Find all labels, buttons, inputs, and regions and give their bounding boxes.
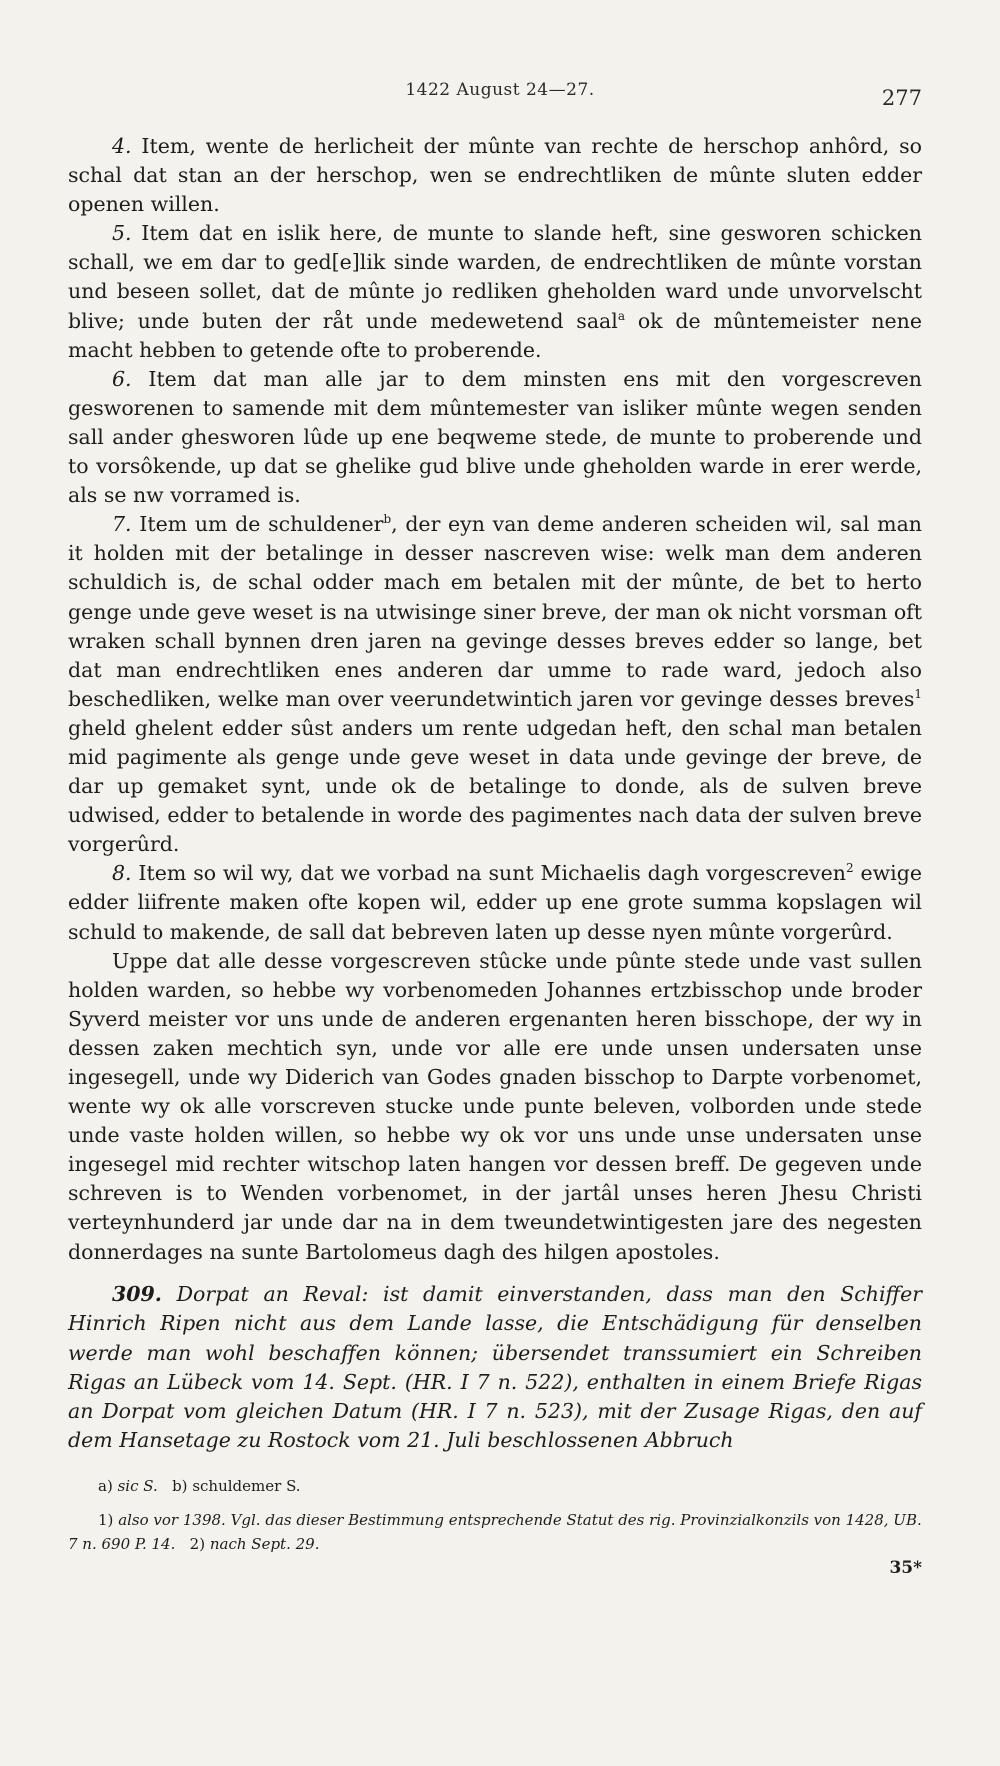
item-number: 7.	[112, 512, 132, 537]
paragraph-6	[68, 365, 922, 510]
paragraph-text: Item, wente de herlicheit der mûnte van rechte de herschop anhôrd, so schal dat stan an der herschop, wen se endrechtliken de mûnte sluten edder openen willen.	[68, 134, 922, 217]
paragraph-text: Item dat man alle jar to dem minsten ens mit den vorgescreven gesworenen to samende mit dem mûntemester van isliker mûnte wegen senden sall ander ghesworen lûde up ene beqweme stede, de munte to proberende und to vorsôkende, up dat se ghelike gud blive unde gheholden warde in erer werde, als se nw vorramed is.	[68, 366, 922, 508]
footnote-mark: 1)	[98, 1511, 114, 1529]
footnote-ref-b: b	[383, 512, 392, 527]
item-number: 5.	[112, 221, 132, 246]
variant-footnotes	[68, 1474, 922, 1498]
paragraph-text: Item um de schuldener	[139, 512, 384, 537]
paragraph-7	[68, 510, 922, 859]
footnote-text: also vor 1398. Vgl. das dieser Bestimmung entsprechende Statut des rig. Provinzialkonzils von 1428, UB. 7 n. 690 P. 14.	[68, 1511, 922, 1553]
page-number: 277	[881, 86, 922, 110]
footnote-text: schuldemer S.	[192, 1477, 301, 1495]
regest-text: Dorpat an Reval: ist damit einverstanden, dass man den Schiffer Hinrich Ripen nicht aus dem Lande lasse, die Entschädigung für denselben werde man wohl beschaffen können; übersendet transsumiert ein Schreiben Rigas an Lübeck vom 14. Sept. (HR. I 7 n. 522), enthalten in einem Briefe Rigas an Dorpat vom gleichen Datum (HR. I 7 n. 523), mit der Zusage Rigas, den auf dem Hansetage zu Rostock vom 21. Juli beschlossenen Abbruch	[68, 1282, 922, 1453]
paragraph-5	[68, 219, 922, 364]
sheet-signature: 35*	[889, 1558, 922, 1578]
item-number: 8.	[112, 861, 132, 886]
running-title: 1422 August 24—27.	[405, 80, 595, 100]
footnote-text: nach Sept. 29.	[209, 1535, 320, 1553]
paragraph-4	[68, 132, 922, 219]
paragraph-text: ewige edder liifrente maken ofte kopen wil, edder up ene grote summa kopslagen wil schuld to makende, de sall dat bebreven laten up desse nyen mûnte vorgerûrd.	[68, 861, 922, 944]
running-head	[68, 80, 932, 110]
paragraph-text: ok de mûntemeister nene macht hebben to getende ofte to proberende.	[68, 308, 922, 362]
paragraph-text: Item so wil wy, dat we vorbad na sunt Michaelis dagh vorgescreven	[138, 861, 846, 886]
document-number: 309.	[112, 1282, 162, 1306]
footnote-mark: b)	[172, 1477, 188, 1495]
footnote-ref-2: 2	[845, 861, 854, 876]
paragraph-text: gheld ghelent edder sûst anders um rente udgedan heft, den schal man betalen mid pagimente als genge unde geve weset in data unde gevinge der breve, de dar up gemaket synt, unde ok de betalinge to donde, als de sulven breve udwised, edder to betalende in worde des pagimentes nach data der sulven breve vorgerûrd.	[68, 715, 922, 857]
document-body	[68, 132, 922, 1267]
footnote-1	[68, 1508, 922, 1556]
paragraph-text: , der eyn van deme anderen scheiden wil, sal man it holden mit der betalinge in desser nascreven wise: welk man dem anderen schuldich is, de schal odder mach em betalen mit der mûnte, de bet to herto genge unde geve weset is na utwisinge siner breve, der man ok nicht vorsman oft wraken schall bynnen dren jaren na gevinge desses breves edder so lange, bet dat man endrechtliken enes anderen dar umme to rade ward, jedoch also beschedliken, welke man over veerundetwintich jaren vor gevinge desses breves	[68, 512, 922, 711]
regest-309	[68, 1280, 922, 1456]
footnote-mark: 2)	[189, 1535, 206, 1553]
paragraph-8	[68, 859, 922, 946]
footnote-ref-1: 1	[914, 686, 922, 701]
footnote-text: sic S.	[117, 1477, 158, 1495]
item-number: 4.	[112, 134, 132, 158]
footnote-mark: a)	[98, 1477, 113, 1495]
paragraph-text: Item dat en islik here, de munte to slande heft, sine gesworen schicken schall, we em dar to ged[e]lik sinde warden, de endrechtliken de mûnte vorstan und beseen sollet, dat de mûnte jo redliken gheholden ward unde unvorvelscht blive; unde buten der råt unde medewetend saal	[68, 221, 922, 333]
footnotes	[68, 1474, 922, 1556]
item-number: 6.	[112, 366, 132, 391]
footnote-ref-a: a	[617, 308, 625, 323]
regest-paragraph	[68, 1280, 922, 1456]
closing-paragraph: Uppe dat alle desse vorgescreven stûcke unde pûnte stede unde vast sullen holden warden, so hebbe wy vorbenomeden Johannes ertzbisschop unde broder Syverd meister vor uns unde de anderen ergenanten heren bisschope, der wy in dessen zaken mechtich syn, unde vor alle ere unde unsen undersaten unse ingesegell, unde wy Diderich van Godes gnaden bisschop to Darpte vorbenomet, wente wy ok alle vorscreven stucke unde punte beleven, volborden unde stede unde vaste holden willen, so hebbe wy ok vor uns unde unse undersaten unse ingesegel mid rechter witschop laten hangen vor dessen breff. De gegeven unde schreven is to Wenden vorbenomet, in der jartâl unses heren Jhesu Christi verteynhunderd jar unde dar na in dem tweundetwintigesten jare des negesten donnerdages na sunte Bartolomeus dagh des hilgen apostoles.	[68, 948, 922, 1264]
